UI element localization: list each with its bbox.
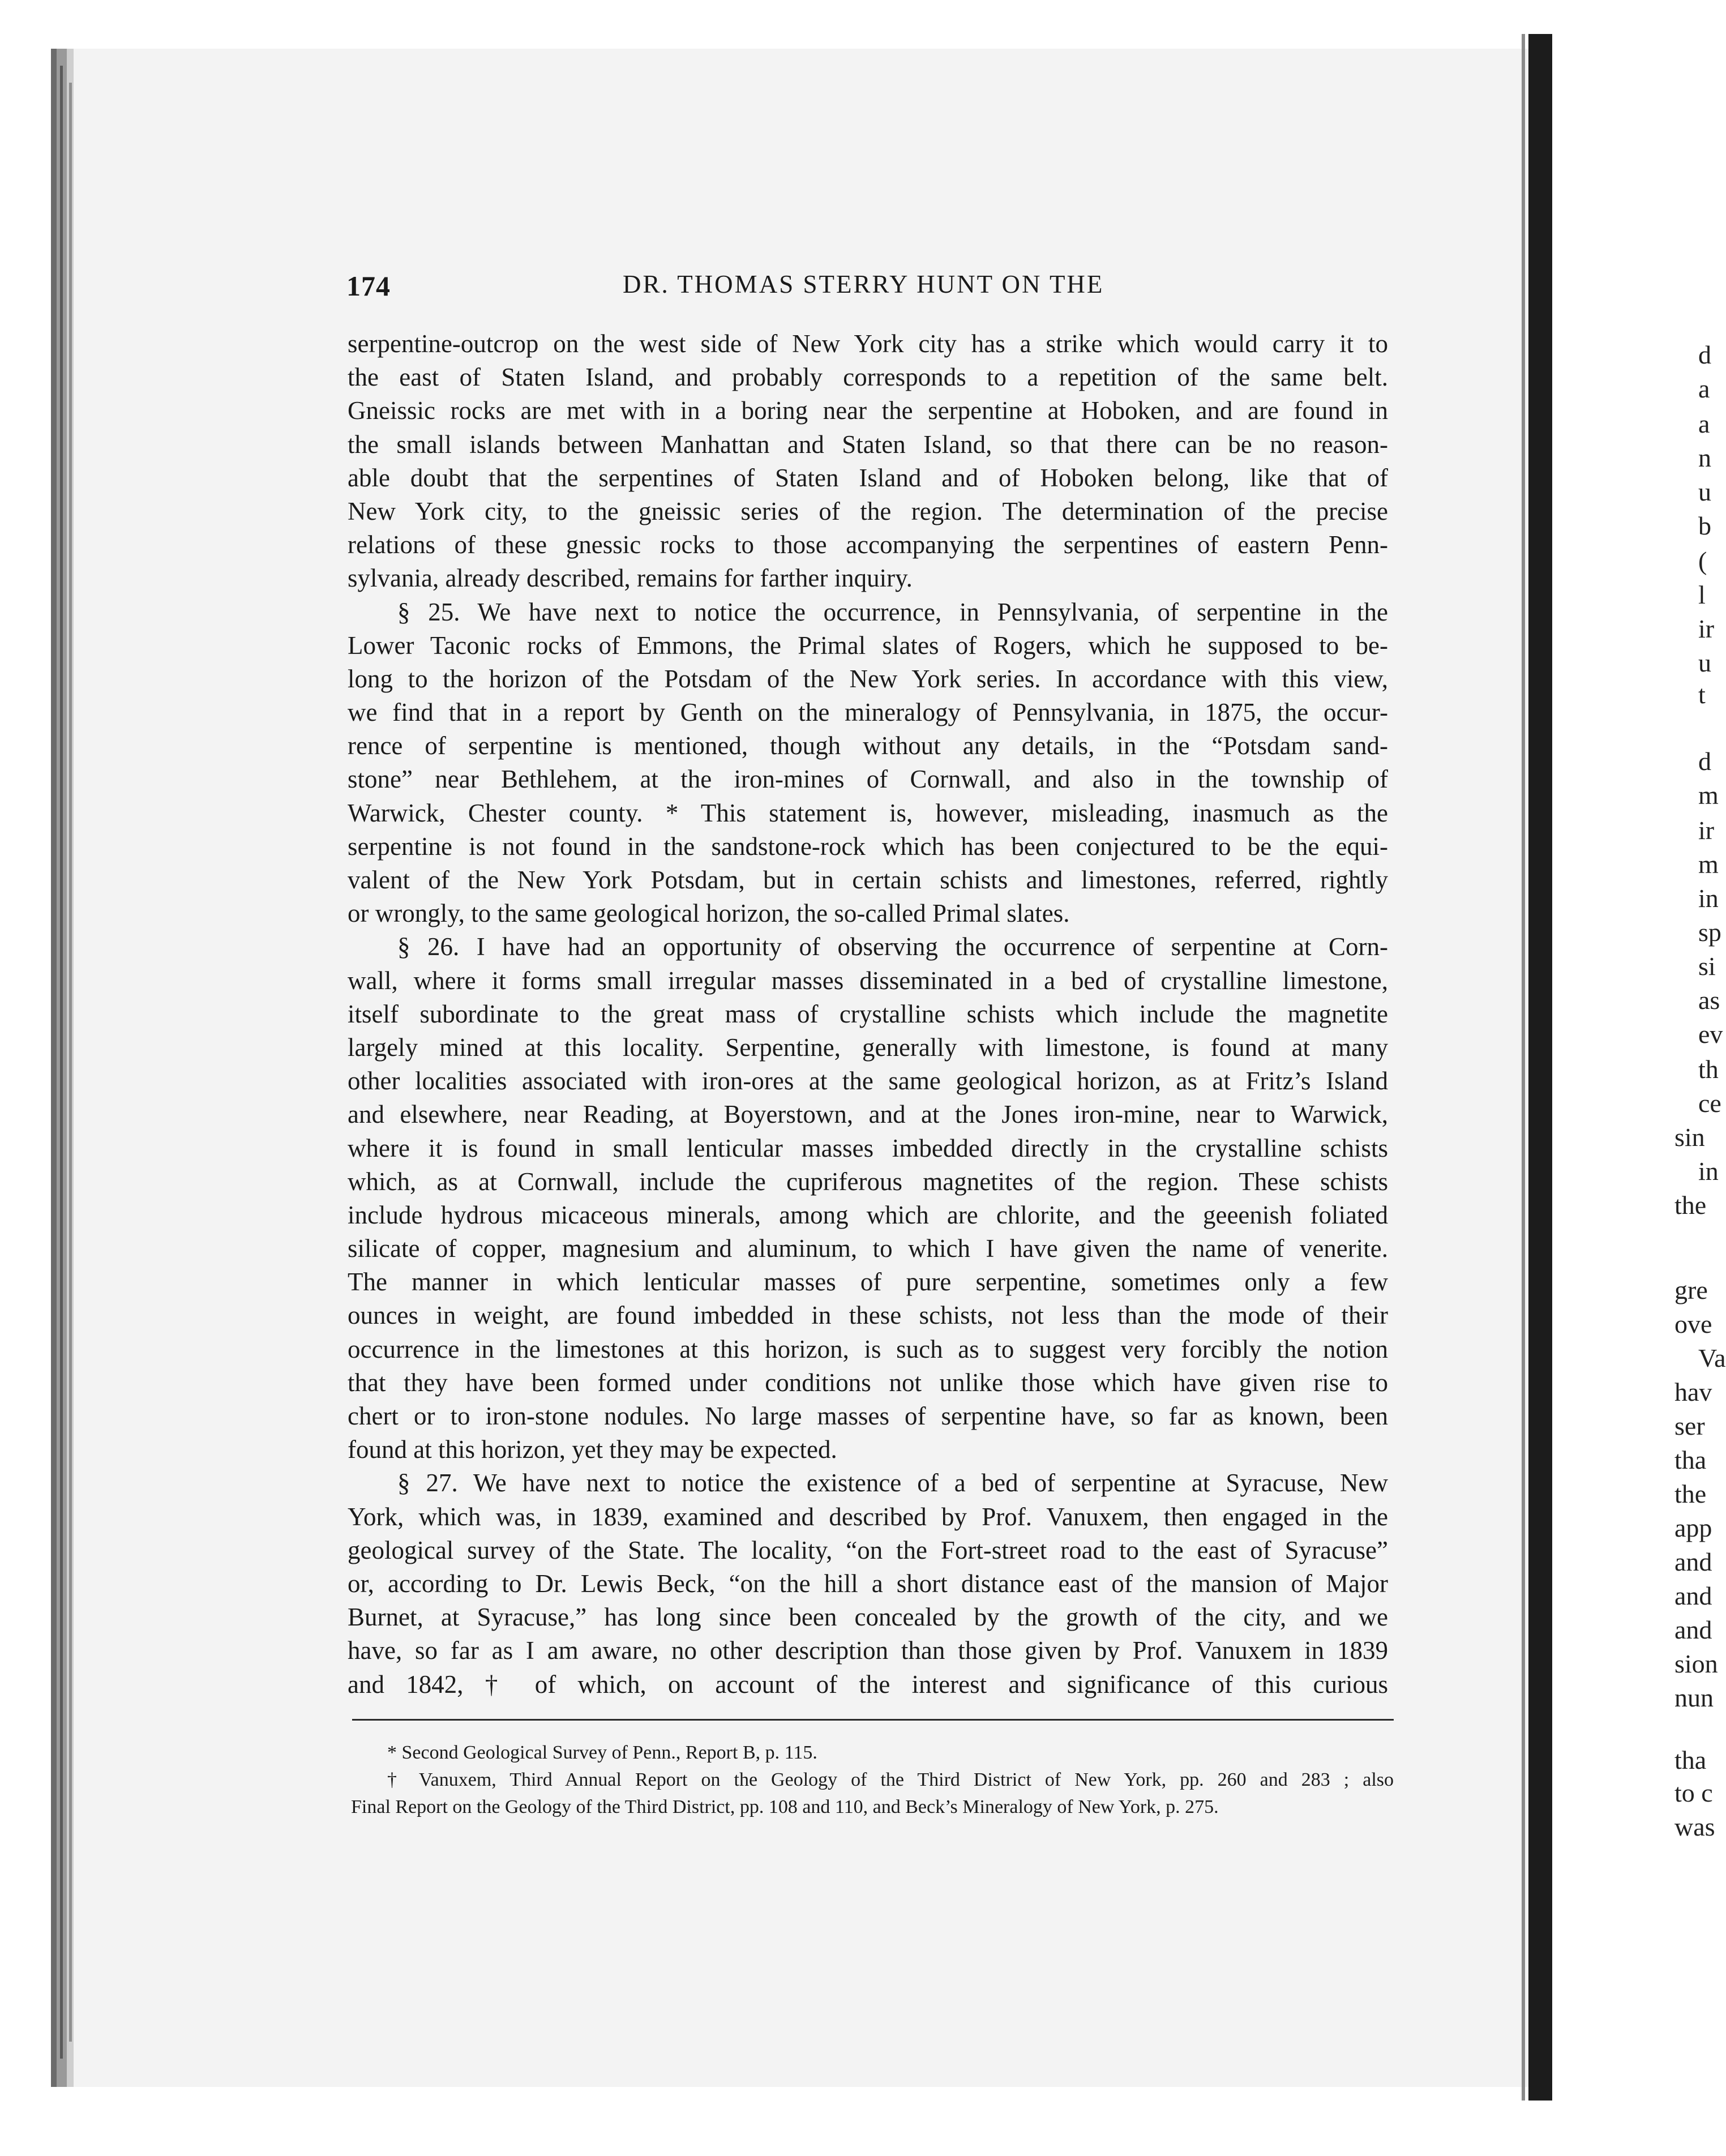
text-line: ounces in weight, are found imbedded in these schists, not less than the mode of their bbox=[348, 1301, 1388, 1330]
text-line: serpentine is not found in the sandstone-rock which has been conjectured to be the equi- bbox=[348, 832, 1388, 861]
text-line: long to the horizon of the Potsdam of the New York series. In accordance with this view, bbox=[348, 664, 1388, 693]
footnote-dagger-continued: Final Report on the Geology of the Third District, pp. 108 and 110, and Beck’s Mineralogy of New York, p. 275. bbox=[351, 1796, 1219, 1817]
facing-page-fragment: and bbox=[1674, 1547, 1712, 1576]
text-line: valent of the New York Potsdam, but in certain schists and limestones, referred, rightly bbox=[348, 866, 1388, 894]
text-line: Warwick, Chester county. * This statement is, however, misleading, inasmuch as the bbox=[348, 798, 1388, 827]
text-line: other localities associated with iron-ores at the same geological horizon, as at Fritz’s Island bbox=[348, 1067, 1388, 1096]
text-line: the east of Staten Island, and probably corresponds to a repetition of the same belt. bbox=[348, 363, 1388, 392]
facing-page-fragment: ser bbox=[1674, 1411, 1705, 1440]
text-line: we find that in a report by Genth on the mineralogy of Pennsylvania, in 1875, the occur- bbox=[348, 698, 1388, 727]
text-line: able doubt that the serpentines of Staten Island and of Hoboken belong, like that of bbox=[348, 463, 1388, 492]
facing-page-fragment: in bbox=[1698, 884, 1719, 913]
text-line: The manner in which lenticular masses of pure serpentine, sometimes only a few bbox=[348, 1268, 1388, 1297]
text-line: occurrence in the limestones at this horizon, is such as to suggest very forcibly the notion bbox=[348, 1334, 1388, 1363]
facing-page-fragment: the bbox=[1674, 1191, 1707, 1220]
facing-page-fragment: was bbox=[1674, 1812, 1715, 1841]
facing-page-fragment: and bbox=[1674, 1615, 1712, 1644]
text-line: Lower Taconic rocks of Emmons, the Primal slates of Rogers, which he supposed to be- bbox=[348, 631, 1388, 660]
text-line: wall, where it forms small irregular masses disseminated in a bed of crystalline limestone, bbox=[348, 966, 1388, 995]
facing-page-fragment: ir bbox=[1698, 614, 1715, 643]
text-line: serpentine-outcrop on the west side of New York city has a strike which would carry it to bbox=[348, 330, 1388, 358]
facing-page-fragment: to c bbox=[1674, 1778, 1713, 1807]
text-line: Burnet, at Syracuse,” has long since been concealed by the growth of the city, and we bbox=[348, 1603, 1388, 1632]
text-line: largely mined at this locality. Serpentine, generally with limestone, is found at many bbox=[348, 1033, 1388, 1062]
facing-page-fragment: sp bbox=[1698, 918, 1721, 947]
page-edge bbox=[69, 83, 72, 2042]
facing-page-fragment: and bbox=[1674, 1581, 1712, 1610]
text-line: chert or to iron-stone nodules. No large masses of serpentine have, so far as known, been bbox=[348, 1402, 1388, 1430]
text-line: Gneissic rocks are met with in a boring near the serpentine at Hoboken, and are found in bbox=[348, 396, 1388, 425]
page-edge bbox=[60, 66, 63, 2059]
facing-page-fragment: a bbox=[1698, 409, 1710, 438]
facing-page-fragment: ev bbox=[1698, 1020, 1723, 1049]
book-gutter bbox=[1528, 34, 1552, 2101]
footnotes bbox=[351, 1739, 1394, 1821]
body-text bbox=[348, 327, 1388, 1701]
facing-page-fragment: b bbox=[1698, 511, 1711, 540]
text-line: have, so far as I am aware, no other description than those given by Prof. Vanuxem in 1839 bbox=[348, 1636, 1388, 1665]
text-line: and 1842, † of which, on account of the interest and significance of this curious bbox=[348, 1670, 1388, 1699]
facing-page-fragment: t bbox=[1698, 680, 1706, 709]
facing-page-fragment: tha bbox=[1674, 1746, 1707, 1774]
facing-page-fragment: u bbox=[1698, 648, 1711, 677]
facing-page-fragment: ir bbox=[1698, 816, 1715, 845]
facing-page-fragment: gre bbox=[1674, 1276, 1708, 1304]
text-line: geological survey of the State. The locality, “on the Fort-street road to the east of Syracuse” bbox=[348, 1535, 1388, 1564]
footnote-star: * Second Geological Survey of Penn., Report B, p. 115. bbox=[387, 1742, 817, 1763]
facing-page-fragment: as bbox=[1698, 986, 1720, 1015]
facing-page-fragment: nun bbox=[1674, 1683, 1714, 1712]
facing-page-fragment: ove bbox=[1674, 1310, 1712, 1338]
running-title: DR. THOMAS STERRY HUNT ON THE bbox=[623, 270, 1104, 298]
text-line: York, which was, in 1839, examined and described by Prof. Vanuxem, then engaged in the bbox=[348, 1502, 1388, 1531]
facing-page-fragment: sion bbox=[1674, 1649, 1718, 1678]
text-line: include hydrous micaceous minerals, among which are chlorite, and the geeenish foliated bbox=[348, 1200, 1388, 1229]
facing-page-fragment: m bbox=[1698, 781, 1719, 810]
paragraph-27-start: § 27. We have next to notice the existence of a bed of serpentine at Syracuse, New bbox=[397, 1469, 1388, 1498]
facing-page-fragment: l bbox=[1698, 580, 1706, 609]
page-number: 174 bbox=[346, 270, 391, 302]
text-line: that they have been formed under conditions not unlike those which have given rise to bbox=[348, 1368, 1388, 1397]
facing-page-fragment: d bbox=[1698, 747, 1711, 776]
facing-page-fragment: n bbox=[1698, 443, 1711, 472]
facing-page-fragment: the bbox=[1674, 1479, 1707, 1508]
text-line: the small islands between Manhattan and Staten Island, so that there can be no reason- bbox=[348, 430, 1388, 459]
text-line: sylvania, already described, remains for farther inquiry. bbox=[348, 564, 913, 593]
text-line: stone” near Bethlehem, at the iron-mines of Cornwall, and also in the township of bbox=[348, 765, 1388, 794]
facing-page-fragment: si bbox=[1698, 952, 1716, 981]
paragraph-25-start: § 25. We have next to notice the occurrence, in Pennsylvania, of serpentine in the bbox=[397, 597, 1388, 626]
facing-page-fragment: ( bbox=[1698, 546, 1707, 575]
text-line: rence of serpentine is mentioned, though without any details, in the “Potsdam sand- bbox=[348, 732, 1388, 760]
text-line: and elsewhere, near Reading, at Boyerstown, and at the Jones iron-mine, near to Warwick, bbox=[348, 1100, 1388, 1129]
facing-page-fragment: Va bbox=[1698, 1344, 1726, 1372]
text-line: silicate of copper, magnesium and aluminum, to which I have given the name of venerite. bbox=[348, 1234, 1388, 1263]
text-line: where it is found in small lenticular masses imbedded directly in the crystalline schists bbox=[348, 1133, 1388, 1162]
facing-page-fragment: in bbox=[1698, 1157, 1719, 1186]
facing-page-fragment: sin bbox=[1674, 1123, 1705, 1152]
facing-page-fragment: th bbox=[1698, 1055, 1719, 1084]
facing-page-fragment: app bbox=[1674, 1513, 1712, 1542]
text-line: relations of these gnessic rocks to those accompanying the serpentines of eastern Penn- bbox=[348, 531, 1388, 559]
facing-page-fragment: d bbox=[1698, 340, 1711, 369]
facing-page-fragment: u bbox=[1698, 477, 1711, 506]
text-line: itself subordinate to the great mass of crystalline schists which include the magnetite bbox=[348, 999, 1388, 1028]
text-line: or wrongly, to the same geological horizon, the so-called Primal slates. bbox=[348, 899, 1070, 928]
facing-page-fragment: hav bbox=[1674, 1378, 1712, 1406]
text-line: found at this horizon, yet they may be expected. bbox=[348, 1435, 837, 1464]
facing-page-fragment: a bbox=[1698, 374, 1710, 403]
facing-page-fragment: tha bbox=[1674, 1445, 1707, 1474]
text-line: or, according to Dr. Lewis Beck, “on the hill a short distance east of the mansion of Major bbox=[348, 1569, 1388, 1598]
facing-page-fragment: ce bbox=[1698, 1089, 1721, 1118]
facing-page-fragment: m bbox=[1698, 850, 1719, 879]
text-line: which, as at Cornwall, include the cupriferous magnetites of the region. These schists bbox=[348, 1167, 1388, 1196]
footnote-dagger: † Vanuxem, Third Annual Report on the Geology of the Third District of New York, pp. 260 and 283 ; also bbox=[387, 1769, 1394, 1790]
footnote-rule bbox=[352, 1719, 1394, 1721]
text-line: New York city, to the gneissic series of the region. The determination of the precise bbox=[348, 497, 1388, 525]
paragraph-26-start: § 26. I have had an opportunity of observing the occurrence of serpentine at Corn- bbox=[397, 932, 1388, 961]
gutter-shadow bbox=[1522, 34, 1525, 2101]
